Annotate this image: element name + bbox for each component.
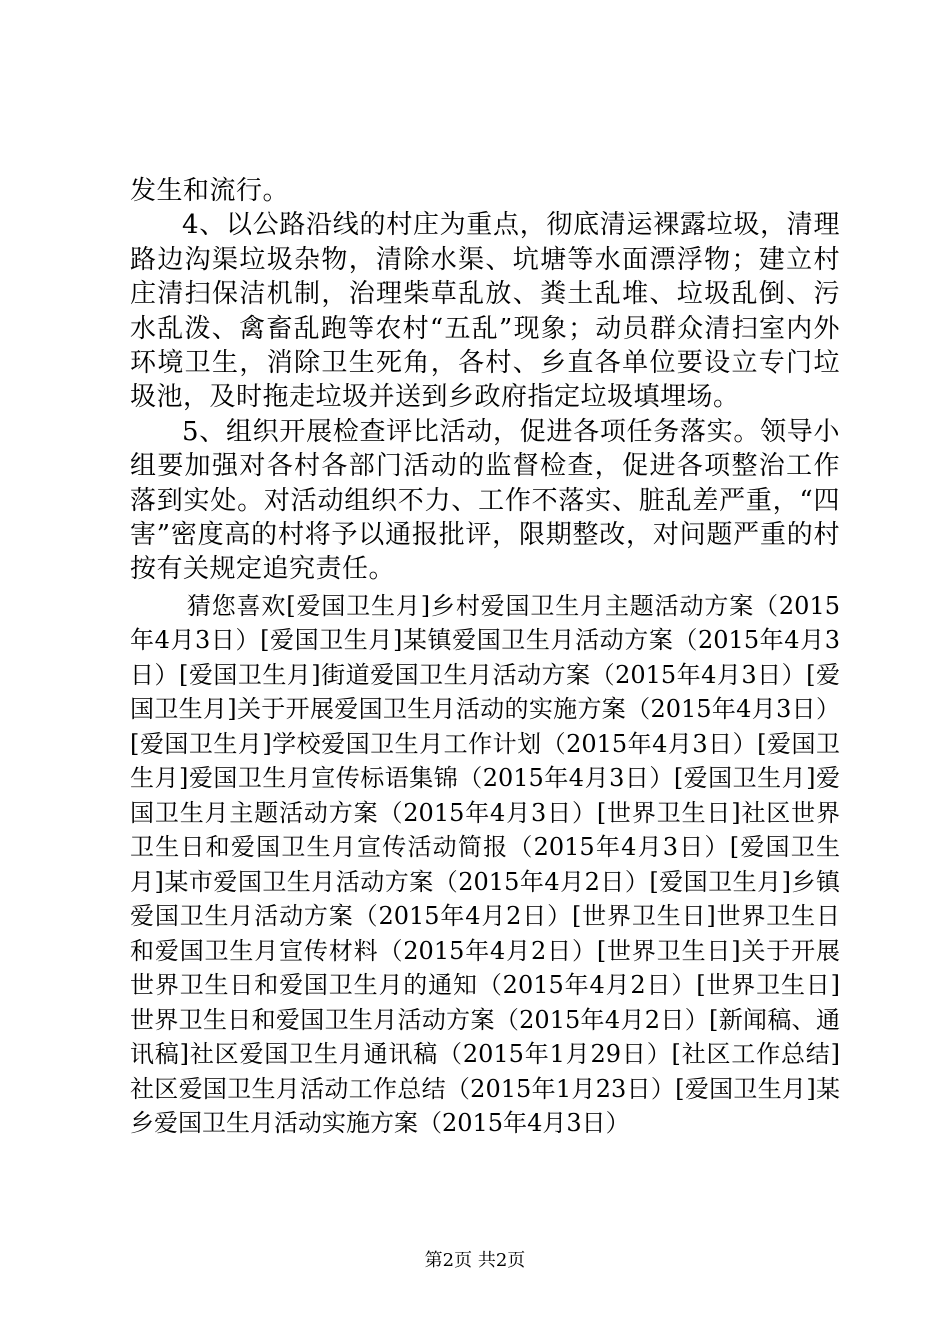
paragraph-item-5: 5、组织开展检查评比活动，促进各项任务落实。领导小组要加强对各村各部门活动的监督检查，促进各项整治工作落到实处。对活动组织不力、工作不落实、脏乱差严重，“四害”密度高的村将予以通报批评，限期整改，对问题严重的村按有关规定追究责任。	[130, 416, 840, 585]
related-articles	[130, 589, 840, 1141]
page-number-footer: 第2页 共2页	[424, 1250, 526, 1271]
paragraph-continuation: 发生和流行。	[130, 176, 290, 206]
paragraph-item-4: 4、以公路沿线的村庄为重点，彻底清运裸露垃圾，清理路边沟渠垃圾杂物，清除水渠、坑塘等水面漂浮物；建立村庄清扫保洁机制，治理柴草乱放、粪土乱堆、垃圾乱倒、污水乱泼、禽畜乱跑等农村“五乱”现象；动员群众清扫室内外环境卫生，消除卫生死角，各村、乡直各单位要设立专门垃圾池，及时拖走垃圾并送到乡政府指定垃圾填埋场。	[130, 210, 840, 413]
document-body	[130, 174, 840, 1141]
related-articles-text: 猜您喜欢[爱国卫生月]乡村爱国卫生月主题活动方案（2015年4月3日）[爱国卫生月]某镇爱国卫生月活动方案（2015年4月3日）[爱国卫生月]街道爱国卫生月活动方案（2015年4月3日）[爱国卫生月]关于开展爱国卫生月活动的实施方案（2015年4月3日）[爱国卫生月]学校爱国卫生月工作计划（2015年4月3日）[爱国卫生月]爱国卫生月宣传标语集锦（2015年4月3日）[爱国卫生月]爱国卫生月主题活动方案（2015年4月3日）[世界卫生日]社区世界卫生日和爱国卫生月宣传活动简报（2015年4月3日）[爱国卫生月]某市爱国卫生月活动方案（2015年4月2日）[爱国卫生月]乡镇爱国卫生月活动方案（2015年4月2日）[世界卫生日]世界卫生日和爱国卫生月宣传材料（2015年4月2日）[世界卫生日]关于开展世界卫生日和爱国卫生月的通知（2015年4月2日）[世界卫生日]世界卫生日和爱国卫生月活动方案（2015年4月2日）[新闻稿、通讯稿]社区爱国卫生月通讯稿（2015年1月29日）[社区工作总结]社区爱国卫生月活动工作总结（2015年1月23日）[爱国卫生月]某乡爱国卫生月活动实施方案（2015年4月3日）	[130, 591, 840, 1138]
